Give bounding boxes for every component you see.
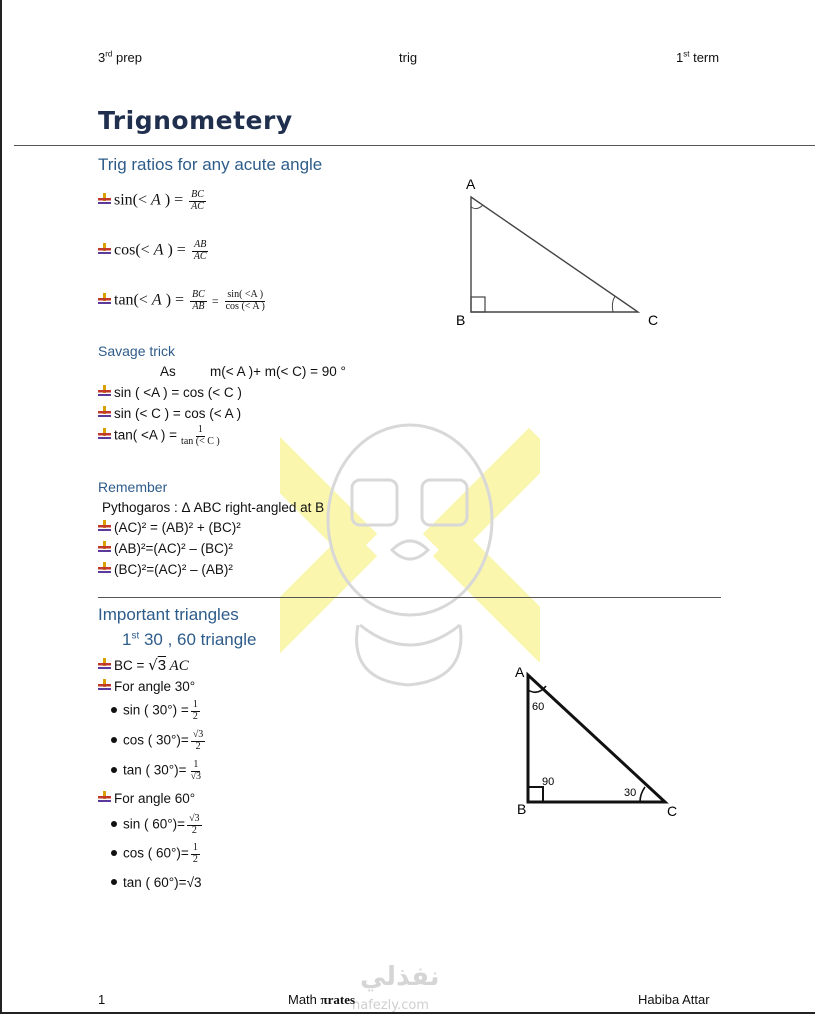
footer-center: Math πrates — [288, 992, 356, 1007]
pythagoras-line-3: (BC)²=(AC)² – (AB)² — [98, 562, 233, 577]
arrow-bullet-icon — [98, 791, 111, 804]
arrow-bullet-icon — [98, 193, 111, 206]
arrow-bullet-icon — [98, 541, 111, 554]
vertex-a-label: A — [515, 664, 525, 680]
savage-line-1: sin ( <A ) = cos (< C ) — [98, 385, 242, 400]
cos-30-fraction: $\frac{√3}{2}$ — [192, 729, 204, 752]
angle-a-label: 60 — [532, 701, 545, 713]
section-heading-important-triangles: Important triangles — [98, 605, 239, 624]
angle-c-label: 30 — [624, 787, 637, 799]
sin-fraction: $\frac{BC}{AC}$ — [191, 189, 204, 212]
footer-watermark-url: nafezly.com — [352, 998, 429, 1013]
sin-60: sin ( 60°)= $\frac{√3}{2}$ — [111, 814, 204, 836]
section-heading-savage-trick: Savage trick — [98, 343, 176, 359]
arrow-bullet-icon — [98, 385, 111, 398]
vertex-a-label: A — [466, 176, 476, 192]
pythagoras-statement: Pythogaros : Δ ABC right-angled at B — [102, 500, 325, 515]
arrow-bullet-icon — [98, 562, 111, 575]
header-class: 3rd prep — [98, 49, 142, 65]
footer-watermark-arabic: نفذلي — [360, 962, 440, 992]
tan-30-fraction: $\frac{1}{√3}$ — [190, 759, 202, 782]
pythagoras-line-2: (AB)²=(AC)² – (BC)² — [98, 541, 233, 556]
arrow-bullet-icon — [98, 293, 111, 306]
header-term: 1st term — [676, 49, 720, 65]
savage-line-3: tan( <A ) = $\frac{1}{\tan (< C )}$ — [98, 425, 224, 447]
pythagoras-line-1: (AC)² = (AB)² + (BC)² — [98, 520, 241, 535]
bc-relation: BC = √3 AC — [98, 656, 189, 675]
tan-reciprocal-fraction: $\frac{1}{\tan (< C )}$ — [181, 424, 220, 447]
cos-ratio: cos(< A ) = $\frac{AB}{AC}$ — [98, 240, 211, 262]
arrow-bullet-icon — [98, 520, 111, 533]
vertex-c-label: C — [667, 803, 678, 819]
section-heading-remember: Remember — [98, 479, 168, 495]
sin-ratio: sin(< A ) = $\frac{BC}{AC}$ — [98, 190, 208, 212]
tan-fraction: $\frac{BC}{AB}$ — [192, 289, 205, 312]
arrow-bullet-icon — [98, 406, 111, 419]
vertex-c-label: C — [648, 312, 659, 328]
tan-sin-cos-fraction: $\frac{\sin( <A )}{\cos (< A )}$ — [225, 289, 265, 312]
tan-30: tan ( 30°)= $\frac{1}{√3}$ — [111, 760, 205, 782]
cos-60-fraction: $\frac{1}{2}$ — [192, 842, 198, 865]
sin-30: sin ( 30°) = $\frac{1}{2}$ — [111, 700, 202, 722]
savage-as: As — [160, 364, 176, 379]
footer-page-number: 1 — [98, 992, 106, 1007]
savage-line-2: sin (< C ) = cos (< A ) — [98, 406, 241, 421]
section-heading-trig-ratios: Trig ratios for any acute angle — [98, 155, 323, 174]
vertex-b-label: B — [517, 801, 527, 817]
tan-ratio: tan(< A ) = $\frac{BC}{AB}$ = $\frac{\sin( <A )}{\cos (< A )}$ — [98, 290, 269, 312]
title-divider — [14, 145, 815, 146]
subheading-30-60-triangle: 1st 30 , 60 triangle — [122, 630, 257, 649]
arrow-bullet-icon — [98, 243, 111, 256]
cos-60: cos ( 60°)= $\frac{1}{2}$ — [111, 843, 202, 865]
angle-30-heading: For angle 30° — [98, 679, 195, 694]
cos-fraction: $\frac{AB}{AC}$ — [193, 239, 207, 262]
arrow-bullet-icon — [98, 679, 111, 692]
header-topic: trig — [399, 50, 418, 65]
section-divider — [98, 597, 721, 598]
sin-30-fraction: $\frac{1}{2}$ — [192, 699, 198, 722]
savage-condition: m(< A )+ m(< C) = 90 ° — [210, 364, 346, 379]
right-triangle-diagram — [455, 175, 670, 335]
angle-60-heading: For angle 60° — [98, 791, 195, 806]
vertex-b-label: B — [456, 312, 466, 328]
cos-30: cos ( 30°)= $\frac{√3}{2}$ — [111, 730, 207, 752]
footer-author: Habiba Attar — [638, 992, 710, 1007]
arrow-bullet-icon — [98, 658, 111, 671]
tan-60: tan ( 60°)=√3 — [111, 875, 201, 890]
arrow-bullet-icon — [98, 428, 111, 441]
page-title: Trignometery — [98, 106, 293, 135]
angle-b-label: 90 — [542, 776, 555, 788]
skull-watermark-icon — [280, 400, 540, 700]
sin-60-fraction: $\frac{√3}{2}$ — [189, 813, 200, 836]
30-60-90-triangle-diagram — [510, 660, 685, 820]
